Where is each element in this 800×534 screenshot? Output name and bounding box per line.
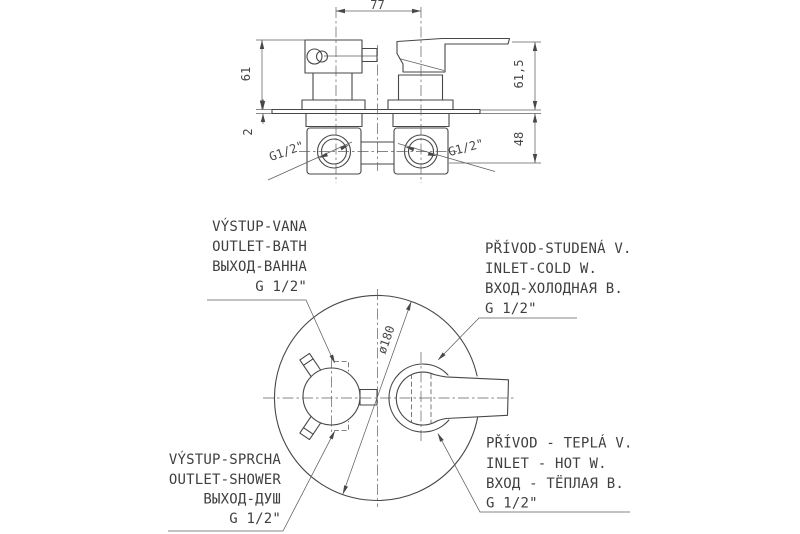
callout-inlet-cold [485,240,632,317]
diverter-tab-upper [300,353,321,376]
hidden-body-corner-bottom [334,421,349,431]
wall-plate [272,110,480,114]
diverter-stub [362,49,377,62]
inlet-hot-ru: ВХОД - ТЁПЛАЯ В. [486,476,625,492]
dimension-height-right [480,42,541,110]
inlet-cold-thread: G 1/2" [485,301,537,317]
dim-48-label: 48 [512,131,526,147]
dim-77-label: 77 [370,0,385,12]
dimension-height-left [239,40,305,110]
dimension-width-centers [336,0,421,13]
outlet-shower-cz: VÝSTUP-SPRCHA [168,452,281,468]
handle-hub-circle [396,372,436,425]
outlet-bath-cz: VÝSTUP-VANA [212,219,307,235]
inlet-hot-en: INLET - HOT W. [486,456,607,472]
diameter-label: ø180 [374,323,398,356]
side-lever-body [388,39,510,110]
outlet-shower-en: OUTLET-SHOWER [168,472,281,488]
dimension-plate-thickness [241,99,272,136]
dim-2-label: 2 [241,128,255,136]
diverter-tab-lower [300,416,321,439]
side-diverter-body [302,40,377,110]
diverter-stub-front [360,390,377,406]
thread-right-label: G1/2" [446,136,486,160]
callout-outlet-shower [169,451,282,527]
inlet-cold-en: INLET-COLD W. [485,261,598,277]
inlet-hot-thread: G 1/2" [486,495,538,512]
callout-inlet-hot [486,435,633,512]
outlet-bath-ru: ВЫХОД-ВАННА [212,259,307,275]
inlet-cold-cz: PŘÍVOD-STUDENÁ V. [485,241,632,257]
outlet-bath-thread: G 1/2" [255,279,307,295]
callout-outlet-bath [212,218,307,295]
side-view [239,0,541,183]
outlet-shower-ru: ВЫХОД-ДУШ [203,491,281,508]
dim-61-5-label: 61,5 [512,59,526,89]
front-diverter-knob [300,353,377,439]
inlet-hot-cz: PŘÍVOD - TEPLÁ V. [486,435,633,452]
outlet-shower-thread: G 1/2" [229,511,281,527]
outlet-bath-en: OUTLET-BATH [212,239,307,255]
inlet-cold-ru: ВХОД-ХОЛОДНАЯ В. [485,281,624,297]
thread-left-label: G1/2" [267,138,306,164]
dim-61-label: 61 [239,66,253,82]
